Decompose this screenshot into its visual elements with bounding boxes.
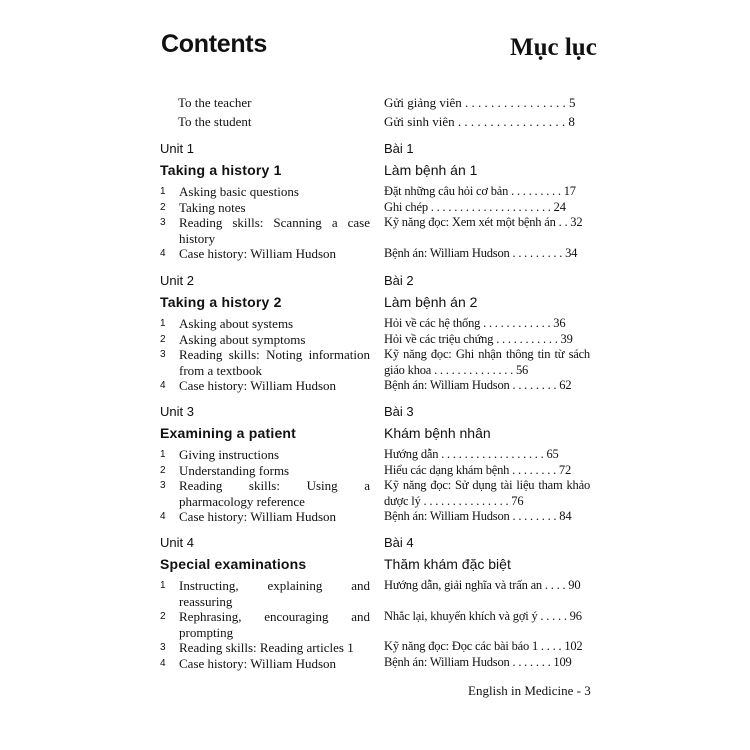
unit-2-english: [160, 273, 370, 394]
list-item: Kỹ năng đọc: Đọc các bài báo 1 . . . . 102: [384, 639, 583, 653]
item-text: Instructing, explaining and reassuring: [179, 578, 370, 609]
unit-label-vietnamese: Bài 3: [384, 404, 414, 419]
list-item: Kỹ năng đọc: Sử dụng tài liệu tham khảo dược lý . . . . . . . . . . . . . . . 76: [384, 478, 590, 508]
list-item: [160, 656, 370, 672]
list-item: Bệnh án: William Hudson . . . . . . . 109: [384, 654, 572, 669]
item-text: Reading skills: Reading articles 1: [179, 640, 354, 655]
list-item: Hướng dẫn . . . . . . . . . . . . . . . . . . 65: [384, 447, 559, 461]
item-number: 4: [160, 511, 166, 522]
list-item: [160, 184, 370, 200]
item-number: 2: [160, 611, 166, 622]
page-title-vietnamese: Mục lục: [510, 34, 597, 61]
item-number: 4: [160, 380, 166, 391]
list-item: Hỏi về các hệ thống . . . . . . . . . . . . 36: [384, 316, 566, 330]
unit-4-english: [160, 535, 370, 671]
unit-title-vietnamese: Làm bệnh án 1: [384, 162, 478, 178]
item-number: 3: [160, 480, 166, 491]
page-title-english: Contents: [161, 30, 267, 58]
item-text: Asking about systems: [179, 316, 294, 331]
list-item: [160, 578, 370, 609]
unit-title: Taking a history 1: [160, 162, 282, 178]
list-item: [160, 509, 370, 525]
item-number: 2: [160, 464, 166, 476]
item-text: Case history: William Hudson: [179, 509, 337, 524]
list-item: Hướng dẫn, giải nghĩa và trấn an . . . . 90: [384, 578, 581, 592]
list-item: Bệnh án: William Hudson . . . . . . . . . 34: [384, 245, 578, 260]
item-number: 1: [160, 186, 166, 197]
preface-english: To the teacher: [178, 95, 252, 110]
unit-1-english: [160, 141, 370, 262]
unit-1-vietnamese: [384, 141, 590, 261]
unit-label: Unit 1: [160, 141, 194, 156]
list-item: [160, 478, 370, 509]
item-number: 4: [160, 248, 166, 259]
unit-title-vietnamese: Thăm khám đặc biệt: [384, 556, 511, 572]
item-number: 4: [160, 657, 166, 669]
item-number: 1: [160, 580, 166, 591]
list-item: [160, 246, 370, 262]
unit-label-vietnamese: Bài 1: [384, 141, 414, 156]
item-number: 3: [160, 349, 166, 360]
list-item: [160, 200, 370, 216]
item-text: Asking basic questions: [179, 184, 299, 199]
list-item: Hiểu các dạng khám bệnh . . . . . . . . 72: [384, 462, 572, 477]
item-number: 3: [160, 642, 166, 653]
item-text: Asking about symptoms: [179, 331, 306, 347]
item-text: Case history: William Hudson: [179, 378, 337, 393]
item-number: 3: [160, 217, 166, 228]
unit-3-vietnamese: [384, 404, 590, 525]
list-item: [160, 332, 370, 348]
item-text: Understanding forms: [179, 462, 290, 478]
item-text: Case history: William Hudson: [179, 246, 337, 261]
unit-title: Special examinations: [160, 556, 307, 572]
list-item: [160, 609, 370, 640]
list-item: Đặt những câu hỏi cơ bản . . . . . . . . . 17: [384, 184, 576, 198]
list-item: Nhắc lại, khuyến khích và gợi ý . . . . . 96: [384, 608, 582, 623]
list-item: [160, 215, 370, 246]
unit-title-vietnamese: Khám bệnh nhân: [384, 425, 491, 441]
unit-4-vietnamese: [384, 535, 590, 670]
unit-2-vietnamese: [384, 273, 590, 394]
item-number: 2: [160, 333, 166, 345]
item-text: Rephrasing, encouraging and prompting: [179, 609, 370, 640]
unit-label: Unit 3: [160, 404, 194, 419]
item-text: Case history: William Hudson: [179, 655, 337, 671]
list-item: [160, 447, 370, 463]
unit-title: Taking a history 2: [160, 294, 282, 310]
list-item: [160, 316, 370, 332]
unit-label-vietnamese: Bài 2: [384, 273, 414, 288]
unit-label-vietnamese: Bài 4: [384, 535, 414, 550]
list-item: [160, 463, 370, 479]
list-item: Bệnh án: William Hudson . . . . . . . . 62: [384, 378, 572, 392]
item-text: Giving instructions: [179, 447, 280, 462]
unit-title-vietnamese: Làm bệnh án 2: [384, 294, 478, 310]
list-item: Hỏi về các triệu chứng . . . . . . . . . . . 39: [384, 331, 573, 346]
unit-3-english: [160, 404, 370, 525]
page-footer: English in Medicine - 3: [468, 683, 591, 698]
item-number: 2: [160, 201, 166, 213]
unit-label: Unit 4: [160, 535, 194, 550]
item-number: 1: [160, 318, 166, 329]
unit-label: Unit 2: [160, 273, 194, 288]
list-item: Kỹ năng đọc: Ghi nhận thông tin từ sách giáo khoa . . . . . . . . . . . . . . 56: [384, 347, 590, 377]
list-item: [160, 640, 370, 656]
unit-title: Examining a patient: [160, 425, 297, 441]
list-item: [160, 347, 370, 378]
list-item: Ghi chép . . . . . . . . . . . . . . . . . . . . . 24: [384, 199, 566, 214]
preface-english: To the student: [178, 114, 252, 129]
item-text: Reading skills: Scanning a case history: [179, 215, 370, 246]
list-item: [160, 378, 370, 394]
preface-vietnamese: Gửi giảng viên . . . . . . . . . . . . . . . . 5: [384, 95, 576, 110]
item-text: Reading skills: Noting information from a textbook: [179, 347, 370, 378]
item-text: Reading skills: Using a pharmacology reference: [179, 478, 370, 509]
item-number: 1: [160, 449, 166, 460]
item-text: Taking notes: [179, 199, 246, 215]
preface-vietnamese: Gửi sinh viên . . . . . . . . . . . . . . . . . 8: [384, 114, 575, 129]
list-item: Kỹ năng đọc: Xem xét một bệnh án . . 32: [384, 215, 583, 229]
list-item: Bệnh án: William Hudson . . . . . . . . 84: [384, 509, 572, 523]
